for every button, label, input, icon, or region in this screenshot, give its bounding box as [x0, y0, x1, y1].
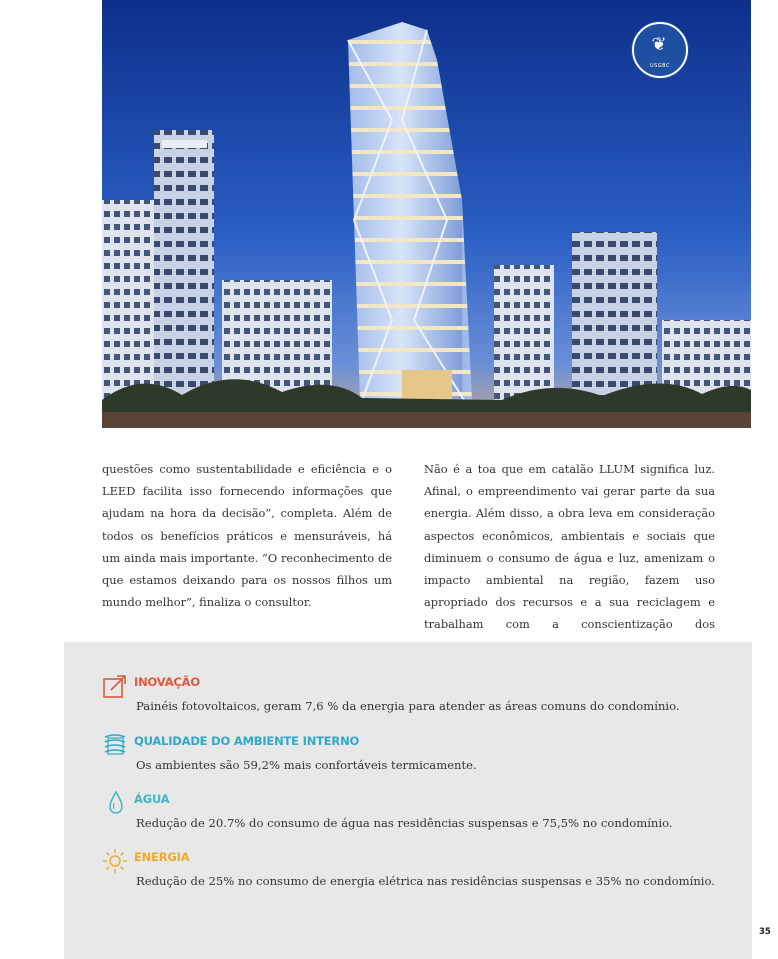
feature-title: QUALIDADE DO AMBIENTE INTERNO — [134, 734, 360, 748]
sun-icon — [102, 848, 128, 874]
hero-building-image — [102, 0, 751, 428]
seal-text: USGBC — [649, 63, 671, 69]
innovation-icon — [102, 673, 128, 699]
feature-title: ÁGUA — [134, 792, 170, 806]
usgbc-seal-logo — [632, 22, 688, 78]
feature-description: Os ambientes são 59,2% mais confortáveis termicamente. — [136, 758, 477, 772]
feature-title: INOVAÇÃO — [134, 675, 200, 689]
feature-description: Redução de 20.7% do consumo de água nas residências suspensas e 75,5% no condomínio. — [136, 816, 673, 830]
body-text-right-column: Não é a toa que em catalão LLUM significa luz. Afinal, o empreendimento vai gerar parte da sua energia. Além disso, a obra leva em consideração aspectos econômicos, ambientais e sociais que diminuem o consumo de água e luz, amenizam o impacto ambiental na região, fazem uso apropriado dos recursos e a sua reciclagem e trabalham com a conscientização dos — [424, 462, 715, 632]
feature-description: Painéis fotovoltaicos, geram 7,6 % da energia para atender as áreas comuns do condomínio. — [136, 699, 680, 713]
water-drop-icon — [102, 790, 128, 816]
feature-description: Redução de 25% no consumo de energia elétrica nas residências suspensas e 35% no condomínio. — [136, 874, 715, 888]
feature-title: ENERGIA — [134, 850, 190, 864]
indoor-air-icon — [102, 732, 128, 758]
page-number: 35 — [759, 927, 771, 937]
leaf-icon: ❦ — [651, 34, 667, 55]
body-text-left-column: questões como sustentabilidade e eficiência e o LEED facilita isso fornecendo informações que ajudam na hora da decisão”, completa. Além de todos os benefícios práticos e mensuráveis, há um ainda mais importante. “O reconhecimento de que estamos deixando para os nossos filhos um mundo melhor”, finaliza o consultor. — [102, 462, 392, 610]
